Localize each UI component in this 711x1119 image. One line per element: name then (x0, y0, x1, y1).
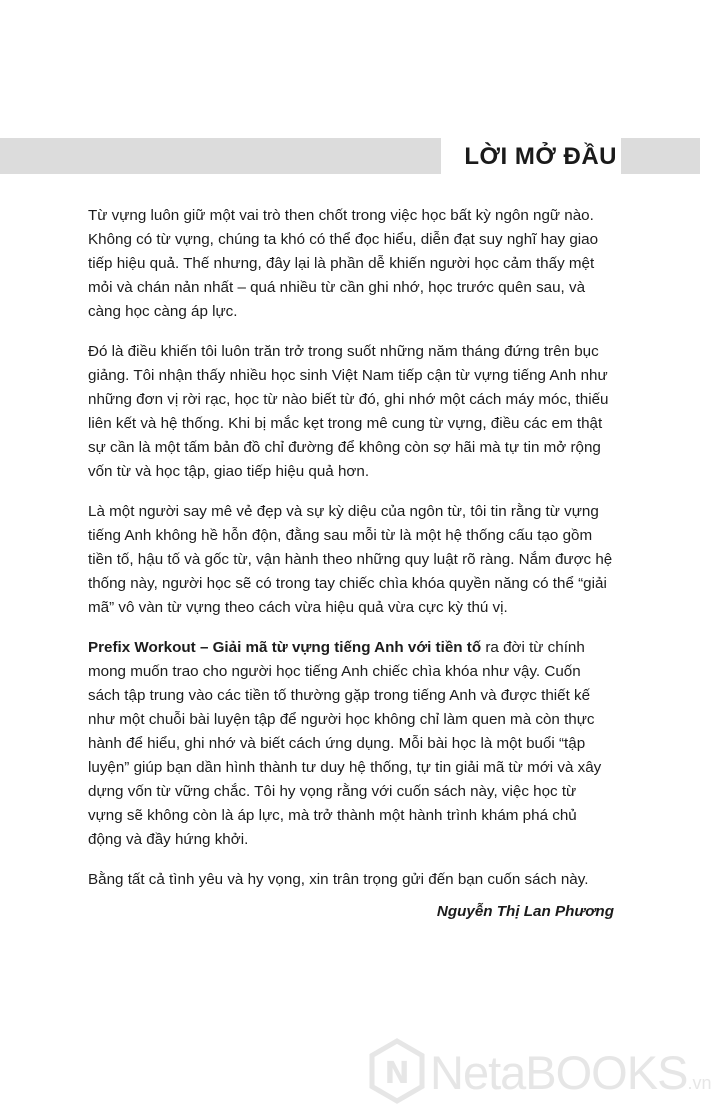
logo-letter: N (384, 1056, 410, 1091)
paragraph-4 (88, 636, 614, 852)
paragraph-4-text: ra đời từ chính mong muốn trao cho người học tiếng Anh chiếc chìa khóa như vậy. Cuốn sách tập trung vào các tiền tố thường gặp trong tiếng Anh và được thiết kế như một chuỗi bài luyện tập để người học không chỉ làm quen mà còn thực hành để hiểu, ghi nhớ và biết cách ứng dụng. Mỗi bài học là một buổi “tập luyện” giúp bạn dần hình thành tư duy hệ thống, tự tin giải mã từ mới và xây dựng vốn từ vững chắc. Tôi hy vọng rằng với cuốn sách này, việc học từ vựng sẽ không còn là áp lực, mà trở thành một hành trình khám phá chủ động và đầy hứng khởi. (88, 639, 602, 848)
book-title: Prefix Workout – Giải mã từ vựng tiếng Anh với tiền tố (88, 639, 482, 656)
page-title: LỜI MỞ ĐẦU (464, 143, 617, 170)
netabooks-logo-icon (368, 1038, 426, 1104)
preface-body (88, 204, 614, 940)
author-signature: Nguyễn Thị Lan Phương (436, 903, 614, 920)
watermark-suffix: .vn (687, 1073, 711, 1093)
paragraph-5: Bằng tất cả tình yêu và hy vọng, xin trân trọng gửi đến bạn cuốn sách này. (88, 871, 589, 888)
watermark-brand: NetaBOOKS (430, 1046, 688, 1099)
watermark-text (430, 1045, 711, 1111)
paragraph-3: Là một người say mê vẻ đẹp và sự kỳ diệu của ngôn từ, tôi tin rằng từ vựng tiếng Anh không hề hỗn độn, đằng sau mỗi từ là một hệ thống cấu tạo gồm tiền tố, hậu tố và gốc từ, vận hành theo những quy luật rõ ràng. Nắm được hệ thống này, người học sẽ có trong tay chiếc chìa khóa quyền năng có thể “giải mã” vô vàn từ vựng theo cách vừa hiệu quả vừa cực kỳ thú vị. (88, 503, 613, 616)
watermark (368, 1036, 711, 1110)
paragraph-1: Từ vựng luôn giữ một vai trò then chốt trong việc học bất kỳ ngôn ngữ nào. Không có từ vựng, chúng ta khó có thể đọc hiểu, diễn đạt suy nghĩ hay giao tiếp hiệu quả. Thế nhưng, đây lại là phần dễ khiến người học cảm thấy mệt mỏi và chán nản nhất – quá nhiều từ cần ghi nhớ, học trước quên sau, và càng học càng áp lực. (88, 207, 599, 320)
paragraph-2: Đó là điều khiến tôi luôn trăn trở trong suốt những năm tháng đứng trên bục giảng. Tôi nhận thấy nhiều học sinh Việt Nam tiếp cận từ vựng tiếng Anh như những đơn vị rời rạc, học từ nào biết từ đó, ghi nhớ một cách máy móc, thiếu liên kết và hệ thống. Khi bị mắc kẹt trong mê cung từ vựng, điều các em thật sự cần là một tấm bản đồ chỉ đường để không còn sợ hãi mà tự tin mở rộng vốn từ và học tập, giao tiếp hiệu quả hơn. (88, 343, 609, 480)
